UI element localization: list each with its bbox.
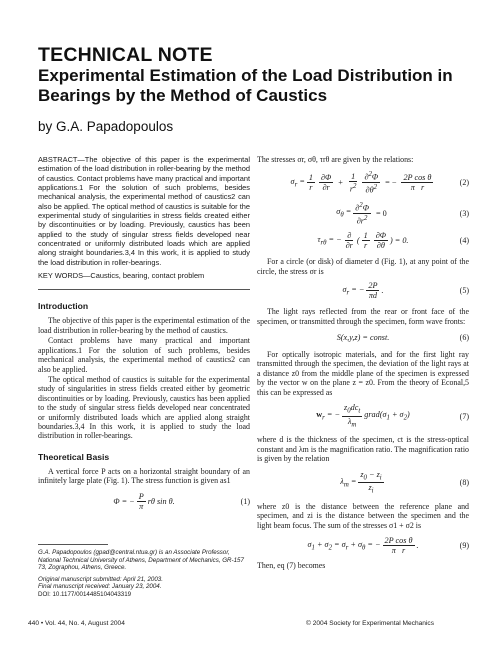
- equation-number: (3): [459, 208, 469, 218]
- author-affiliation: G.A. Papadopoulos (gpad@central.ntua.gr) is an Associate Professor, National Technical University of Athens, Department of Mechanics, GR-157 73, Zographou, Athens, Greece.: [38, 549, 244, 572]
- equation-3: $\sigma_\theta$ = $\frac{\partial^2\Phi}{\partial r^2}$ = 0 (3): [336, 201, 469, 226]
- where-paragraph-1: where d is the thickness of the specimen, ct is the stress-optical constant and λm is the magnification ratio. The magnification ratio is given by the relation: [257, 435, 469, 464]
- footnote-rule: [38, 544, 108, 545]
- intro-paragraph-1: The objective of this paper is the experimental estimation of the load distribution in roller-bearing by the method of caustics.: [38, 316, 250, 335]
- final-manuscript-date: Final manuscript received: January 23, 2004.: [38, 583, 162, 591]
- article-title: Experimental Estimation of the Load Distribution in Bearings by the Method of Caustics: [38, 66, 453, 105]
- light-paragraph-1: The light rays reflected from the rear or front face of the specimen, or transmitted through the specimen, form wave fronts:: [257, 307, 469, 326]
- then-paragraph: Then, eq (7) becomes: [257, 561, 326, 570]
- equation-4: $\tau_{r\theta}$ = − $\frac{\partial}{\partial r}$ ( $\frac{1}{r}$ $\frac{\partial\Phi}{\partial\theta}$ ) = 0. (4): [317, 231, 469, 251]
- equation-9: $\sigma_1 + \sigma_2 = \sigma_r + \sigma_\theta$ = − $\frac{\text{2P cos θ}}{\text{π r}}$ . (9): [307, 536, 469, 555]
- footnotes: [38, 544, 250, 599]
- equation-number: (2): [459, 178, 469, 188]
- doi: DOI: 10.1177/0014485104043319: [38, 590, 132, 598]
- equation-1: Φ = − $\frac{P}{\pi}$ rθ sin θ. (1): [113, 491, 250, 511]
- theory-text: [38, 467, 250, 486]
- equation-number: (4): [459, 236, 469, 246]
- intro-paragraph-2: Contact problems have many practical and important applications.1 For the solution of such problems, besides mechanical analysis, the experimental method of caustics2 can also be applied.: [38, 336, 250, 374]
- equation-7: $w_r$ = − $\frac{z_0dc_t}{\lambda_m}$ $grad(\sigma_1 + \sigma_2)$ (7): [316, 403, 469, 429]
- abstract: ABSTRACT—The objective of this paper is the experimental estimation of the load distribution in roller-bearing by the method of caustics. Contact problems have many practical and important applications.1 For the solution of such problems, besides mechanical analysis, the experimental method of caustics2 can also be applied. The optical method of caustics is suitable for the experimental study of singularities in stress fields created either by discontinuities or by loading. Previously, caustics has been applied to the study of singular stress fields developed near concentrated or uniformly distributed loads which are applied along straight boundaries.3,4 In this work, it is applied to study the load distribution in roller-bearings.: [38, 155, 250, 267]
- submission-date: Original manuscript submitted: April 21, 2003.: [38, 575, 163, 583]
- where-paragraph-2: where z0 is the distance between the reference plane and specimen, and zi is the distance between the specimen and the light beam focus. The sum of the stresses σ1 + σ2 is: [257, 501, 469, 530]
- equation-number: (9): [459, 541, 469, 550]
- keywords: KEY WORDS—Caustics, bearing, contact problem: [38, 271, 205, 281]
- equation-8: $\lambda_m$ = $\frac{z_0 - z_i}{z_i}$ (8): [340, 469, 469, 495]
- section-heading-theoretical-basis: Theoretical Basis: [38, 451, 110, 462]
- author-line: by G.A. Papadopoulos: [38, 119, 174, 134]
- equation-number: (5): [459, 286, 469, 296]
- equation-number: (8): [459, 478, 469, 488]
- right-column: [257, 155, 469, 571]
- equation-5: $\sigma_r$ = − $\frac{2P}{\pi d}$ . (5): [342, 281, 469, 301]
- light-paragraph-2: For optically isotropic materials, and for the first light ray transmitted through the specimen, the deviation of the light rays at a distance z0 from the middle plane of the specimen is expressed by the vector w on the plane z = z0. From the theory of Econal,5 this can be expressed as: [257, 349, 469, 397]
- section-divider: [38, 289, 250, 290]
- page-footer-right: © 2004 Society for Experimental Mechanics: [306, 620, 435, 627]
- left-column: [38, 155, 250, 511]
- theory-paragraph-1: A vertical force P acts on a horizontal straight boundary of an infinitely large plate (Fig. 1). The stress function is given as1: [38, 466, 250, 486]
- stresses-intro: The stresses σr, σθ, τrθ are given by the relations:: [257, 155, 414, 164]
- section-heading-introduction: Introduction: [38, 301, 89, 312]
- intro-paragraph-3: The optical method of caustics is suitable for the experimental study of singularities in stress fields created either by geometric discontinuities or by loading. Previously, caustics has been applied to the study of singular stress fields developed near concentrated or uniformly distributed loads which are applied along straight boundaries.3,4 In this work, it is applied to study the load distribution in roller-bearings.: [38, 374, 250, 441]
- article-type-label: TECHNICAL NOTE: [38, 44, 213, 66]
- page-footer-left: 440 • Vol. 44, No. 4, August 2004: [28, 620, 125, 627]
- introduction-text: [38, 316, 250, 440]
- equation-6: S(x,y,z) = const. (6): [336, 332, 469, 342]
- equation-2: $\sigma_r$ = $\frac{1}{r}$ $\frac{\partial\Phi}{\partial r}$ + $\frac{1}{r^2}$ $\frac{\partial^2\Phi}{\partial\theta^2}$ = − $\frac{\text{2P cos θ}}{\text{π r}}$ (2): [290, 171, 469, 195]
- equation-number: (6): [459, 332, 469, 342]
- equation-number: (1): [240, 496, 250, 506]
- circle-paragraph: For a circle (or disk) of diameter d (Fig. 1), at any point of the circle, the stress σr is: [257, 257, 469, 276]
- equation-number: (7): [459, 411, 469, 421]
